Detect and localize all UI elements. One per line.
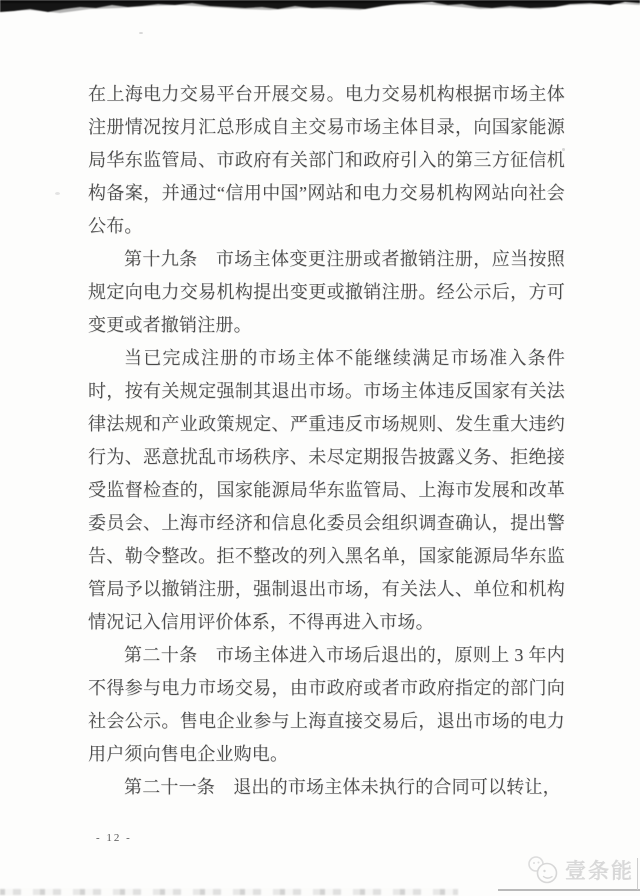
scan-artifact-bottom-noise — [0, 889, 458, 895]
paragraph: 第十九条 市场主体变更注册或者撤销注册，应当按照规定向电力交易机构提出变更或撤销注册。经公示后，方可变更或者撤销注册。 — [88, 249, 565, 335]
paragraph: 当已完成注册的市场主体不能继续满足市场准入条件时，按有关规定强制其退出市场。市场主体违反国家有关法律法规和产业政策规定、严重违反市场规则、发生重大违约行为、恶意扰乱市场秩序、未尽定期报告披露义务、拒绝接受监督检查的，国家能源局华东监管局、上海市发展和改革委员会、上海市经济和信息化委员会组织调查确认，提出警告、勒令整改。拒不整改的列入黑名单，国家能源局华东监管局予以撤销注册，强制退出市场，有关法人、单位和机构情况记入信用评价体系，不得再进入市场。 — [88, 348, 565, 632]
scan-artifact-right-edge-line — [637, 858, 638, 890]
scan-artifact-page-edge-line — [498, 889, 640, 891]
watermark-brand: 壹条能 — [565, 860, 634, 883]
page-number: - 12 - — [96, 832, 132, 844]
paragraph: 第二十一条 退出的市场主体未执行的合同可以转让， — [124, 777, 561, 797]
paragraph: 在上海电力交易平台开展交易。电力交易机构根据市场主体注册情况按月汇总形成自主交易市场主体目录，向国家能源局华东监管局、市政府有关部门和政府引入的第三方征信机构备案，并通过“信用中国”网站和电力交易机构网站向社会公布。 — [88, 84, 565, 236]
watermark — [524, 854, 634, 886]
scan-speck — [139, 32, 143, 34]
smiley-chat-bubble-logo-icon — [524, 854, 562, 886]
scan-speck — [55, 192, 60, 195]
paragraph: 第二十条 市场主体进入市场后退出的，原则上 3 年内不得参与电力市场交易，由市政府或者市政府指定的部门向社会公示。售电企业参与上海直接交易后，退出市场的电力用户须向售电企业购电。 — [88, 645, 565, 764]
document-body — [88, 78, 565, 804]
scan-artifact-top-edge — [0, 0, 640, 16]
